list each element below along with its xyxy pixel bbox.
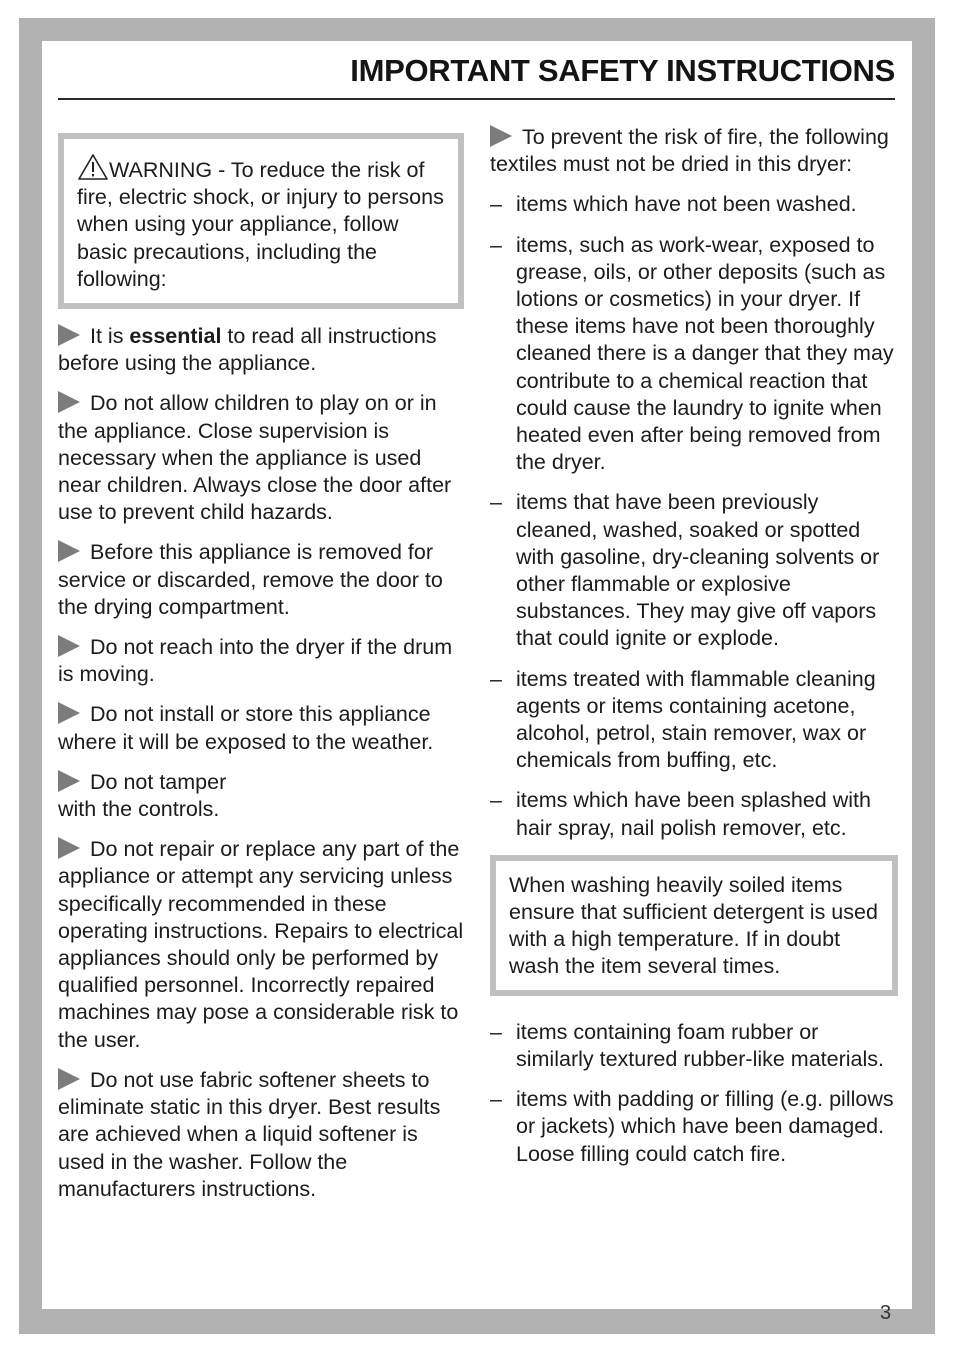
list-item [490,787,898,841]
list-item [490,232,898,477]
list-item-text: items treated with flammable cleaning agents or items containing acetone, alcohol, petrol, stain remover, wax or chemicals from buffing, etc. [516,666,876,773]
fire-risk-intro [490,124,898,178]
dash-bullet: – [490,1087,502,1112]
list-item-text: items that have been previously cleaned, washed, soaked or spotted with gasoline, dry-cleaning solvents or other flammable or explosive substances. They may give off vapors that could ignite or explode. [516,490,880,651]
instruction-repair [58,836,464,1054]
arrow-bullet-icon [58,770,80,792]
dash-bullet: – [490,490,502,515]
title-rule [58,98,895,100]
list-item-text: items containing foam rubber or similarly textured rubber-like materials. [516,1019,884,1071]
arrow-bullet-icon [58,391,80,413]
instruction-drum-moving [58,634,464,688]
page-title: IMPORTANT SAFETY INSTRUCTIONS [350,53,895,88]
instruction-text: Do not use fabric softener sheets to eliminate static in this dryer. Best results are achieved when a liquid softener is used in the washer. Follow the manufacturers instructions. [58,1067,441,1201]
list-item-text: items, such as work-wear, exposed to grease, oils, or other deposits (such as lotions or cosmetics) in your dryer. If these items have not been thoroughly cleaned there is a danger that they may contribute to a chemical reaction that could cause the laundry to ignite when heated even after being removed from the dryer. [516,232,894,475]
instruction-text: To prevent the risk of fire, the following textiles must not be dried in this dryer: [490,125,889,177]
list-item [490,1019,898,1073]
arrow-bullet-icon [58,1068,80,1090]
instruction-text: Do not reach into the dryer if the drum is moving. [58,635,453,687]
instruction-text: with the controls. [58,797,220,822]
instruction-weather [58,701,464,755]
list-item-text: items which have been splashed with hair spray, nail polish remover, etc. [516,788,871,840]
warning-box [58,133,464,309]
right-column [490,124,898,1181]
instruction-text: Do not install or store this appliance where it will be exposed to the weather. [58,702,434,754]
list-item [490,489,898,652]
instruction-text: Do not allow children to play on or in the appliance. Close supervision is necessary when the appliance is used near children. Always close the door after use to prevent child hazards. [58,391,452,525]
instruction-essential [58,323,464,377]
list-item [490,191,898,218]
list-item-text: items which have not been washed. [516,192,857,217]
dash-bullet: – [490,232,502,257]
instruction-remove-door [58,539,464,621]
arrow-bullet-icon [58,635,80,657]
left-column [58,133,464,1216]
page-number: 3 [880,1302,892,1324]
dash-bullet: – [490,1019,502,1044]
dash-bullet: – [490,788,502,813]
instruction-text: It is [90,324,130,349]
dash-bullet: – [490,666,502,691]
instruction-text: Do not repair or replace any part of the appliance or attempt any servicing unless specifically recommended in these operating instructions. Repairs to electrical appliances should only be performed by qualified personnel. Incorrectly repaired machines may pose a considerable risk to the user. [58,837,464,1052]
list-item [490,666,898,775]
note-box: When washing heavily soiled items ensure that sufficient detergent is used with a high temperature. If in doubt wash the item several times. [490,855,898,996]
emphasis-text: essential [129,324,222,349]
arrow-bullet-icon [58,702,80,724]
arrow-bullet-icon [490,125,512,147]
arrow-bullet-icon [58,837,80,859]
dash-bullet: – [490,192,502,217]
list-item [490,1086,898,1168]
instruction-softener [58,1067,464,1203]
list-item-text: items with padding or filling (e.g. pillows or jackets) which have been damaged. Loose filling could catch fire. [516,1087,894,1166]
arrow-bullet-icon [58,540,80,562]
warning-triangle-icon [77,153,109,181]
instruction-text: Before this appliance is removed for service or discarded, remove the door to the drying compartment. [58,540,443,619]
instruction-text: to read all instructions before using the appliance. [58,324,437,376]
warning-text: WARNING - To reduce the risk of fire, electric shock, or injury to persons when using your appliance, follow basic precautions, including the following: [77,158,444,291]
instruction-text: Do not tamper [90,769,227,794]
instruction-tamper [58,769,464,823]
instruction-children [58,390,464,526]
arrow-bullet-icon [58,324,80,346]
